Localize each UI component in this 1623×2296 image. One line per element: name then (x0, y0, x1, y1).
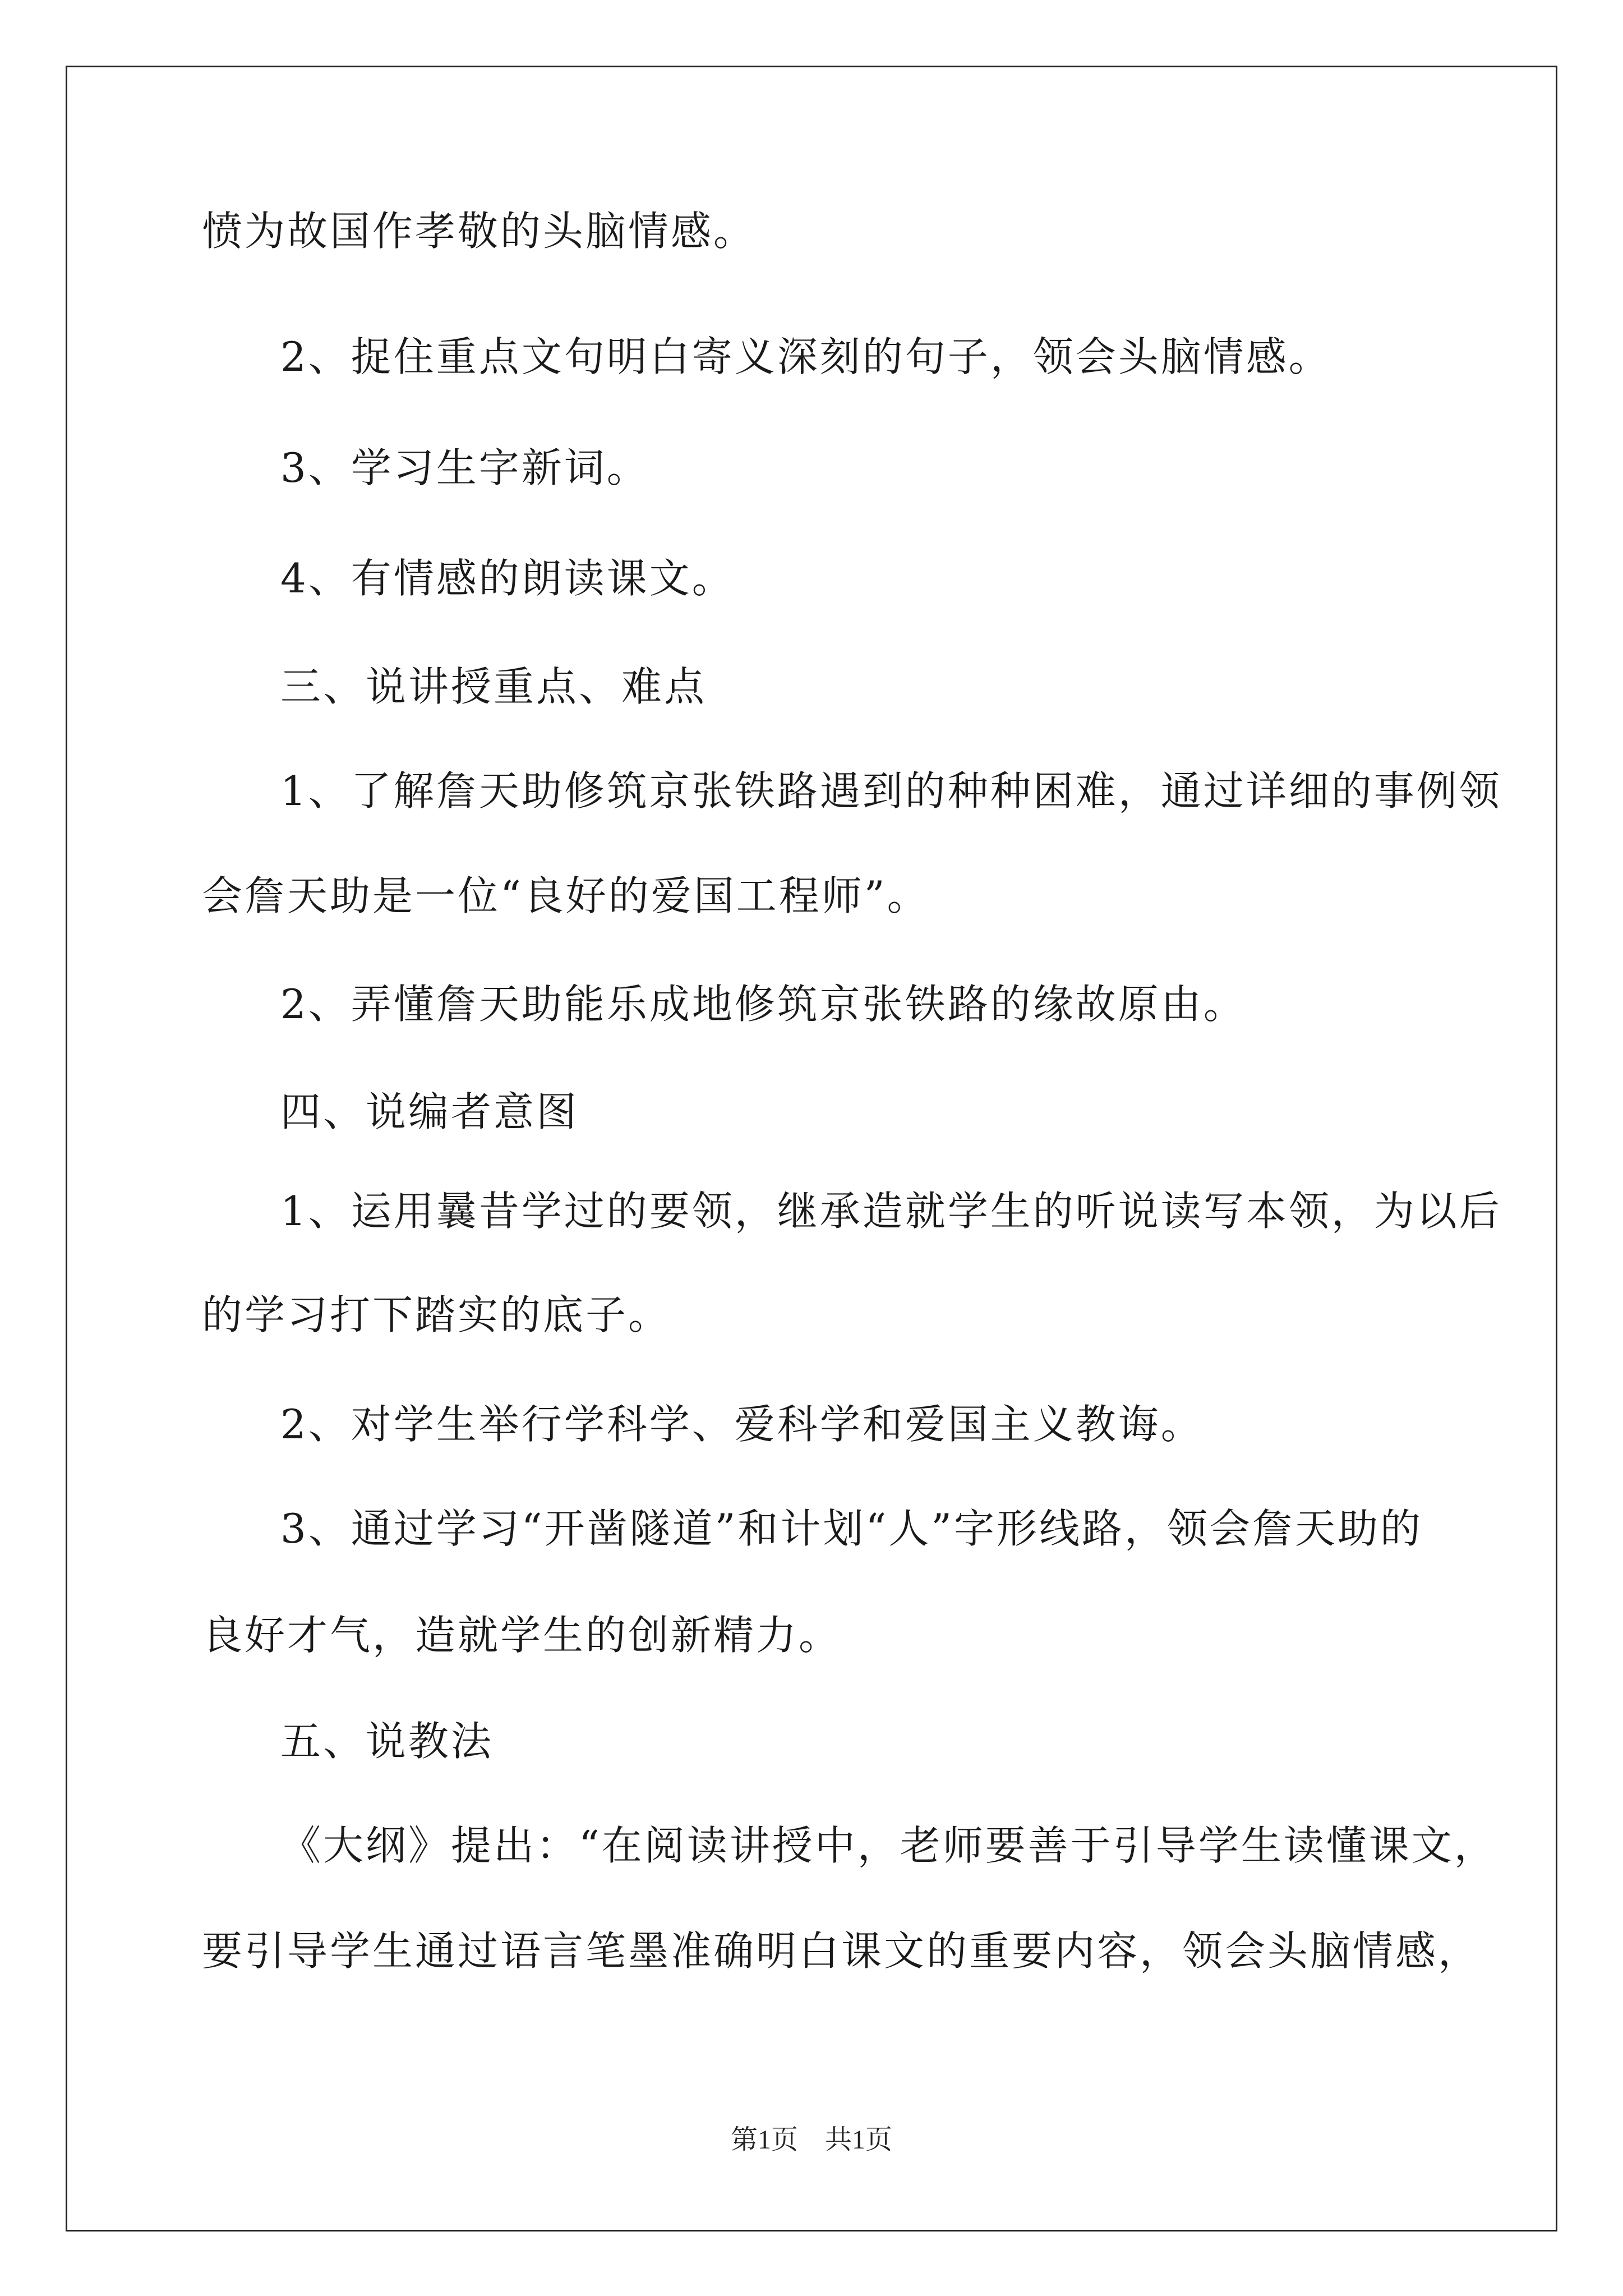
section-heading: 五、说教法 (280, 1718, 494, 1765)
text-line: 良好才气，造就学生的创新精力。 (202, 1612, 842, 1659)
text-line: 会詹天助是一位“良好的爱国工程师”。 (202, 872, 930, 919)
text-line: 要引导学生通过语言笔墨准确明白课文的重要内容，领会头脑情感， (202, 1927, 1481, 1975)
page-border (66, 66, 1557, 2231)
text-line: 愤为故国作孝敬的头脑情感。 (202, 208, 757, 255)
page-footer: 第1页 共1页 (730, 2125, 892, 2155)
text-line: 2、捉住重点文句明白寄义深刻的句子，领会头脑情感。 (280, 333, 1331, 380)
text-line: 3、学习生字新词。 (280, 444, 649, 491)
text-line: 3、通过学习“开凿隧道”和计划“人”字形线路，领会詹天助的 (280, 1505, 1423, 1552)
text-line: 1、运用曩昔学过的要领，继承造就学生的听说读写本领，为以后 (280, 1188, 1502, 1235)
text-line: 1、了解詹天助修筑京张铁路遇到的种种困难，通过详细的事例领 (280, 767, 1502, 815)
section-heading: 四、说编者意图 (280, 1088, 579, 1135)
text-line: 2、弄懂詹天助能乐成地修筑京张铁路的缘故原由。 (280, 981, 1246, 1028)
text-line: 《大纲》提出：“在阅读讲授中，老师要善于引导学生读懂课文， (280, 1822, 1497, 1869)
section-heading: 三、说讲授重点、难点 (280, 663, 707, 710)
text-line: 4、有情感的朗读课文。 (280, 555, 735, 602)
text-line: 2、对学生举行学科学、爱科学和爱国主义教诲。 (280, 1401, 1204, 1448)
text-line: 的学习打下踏实的底子。 (202, 1291, 671, 1338)
